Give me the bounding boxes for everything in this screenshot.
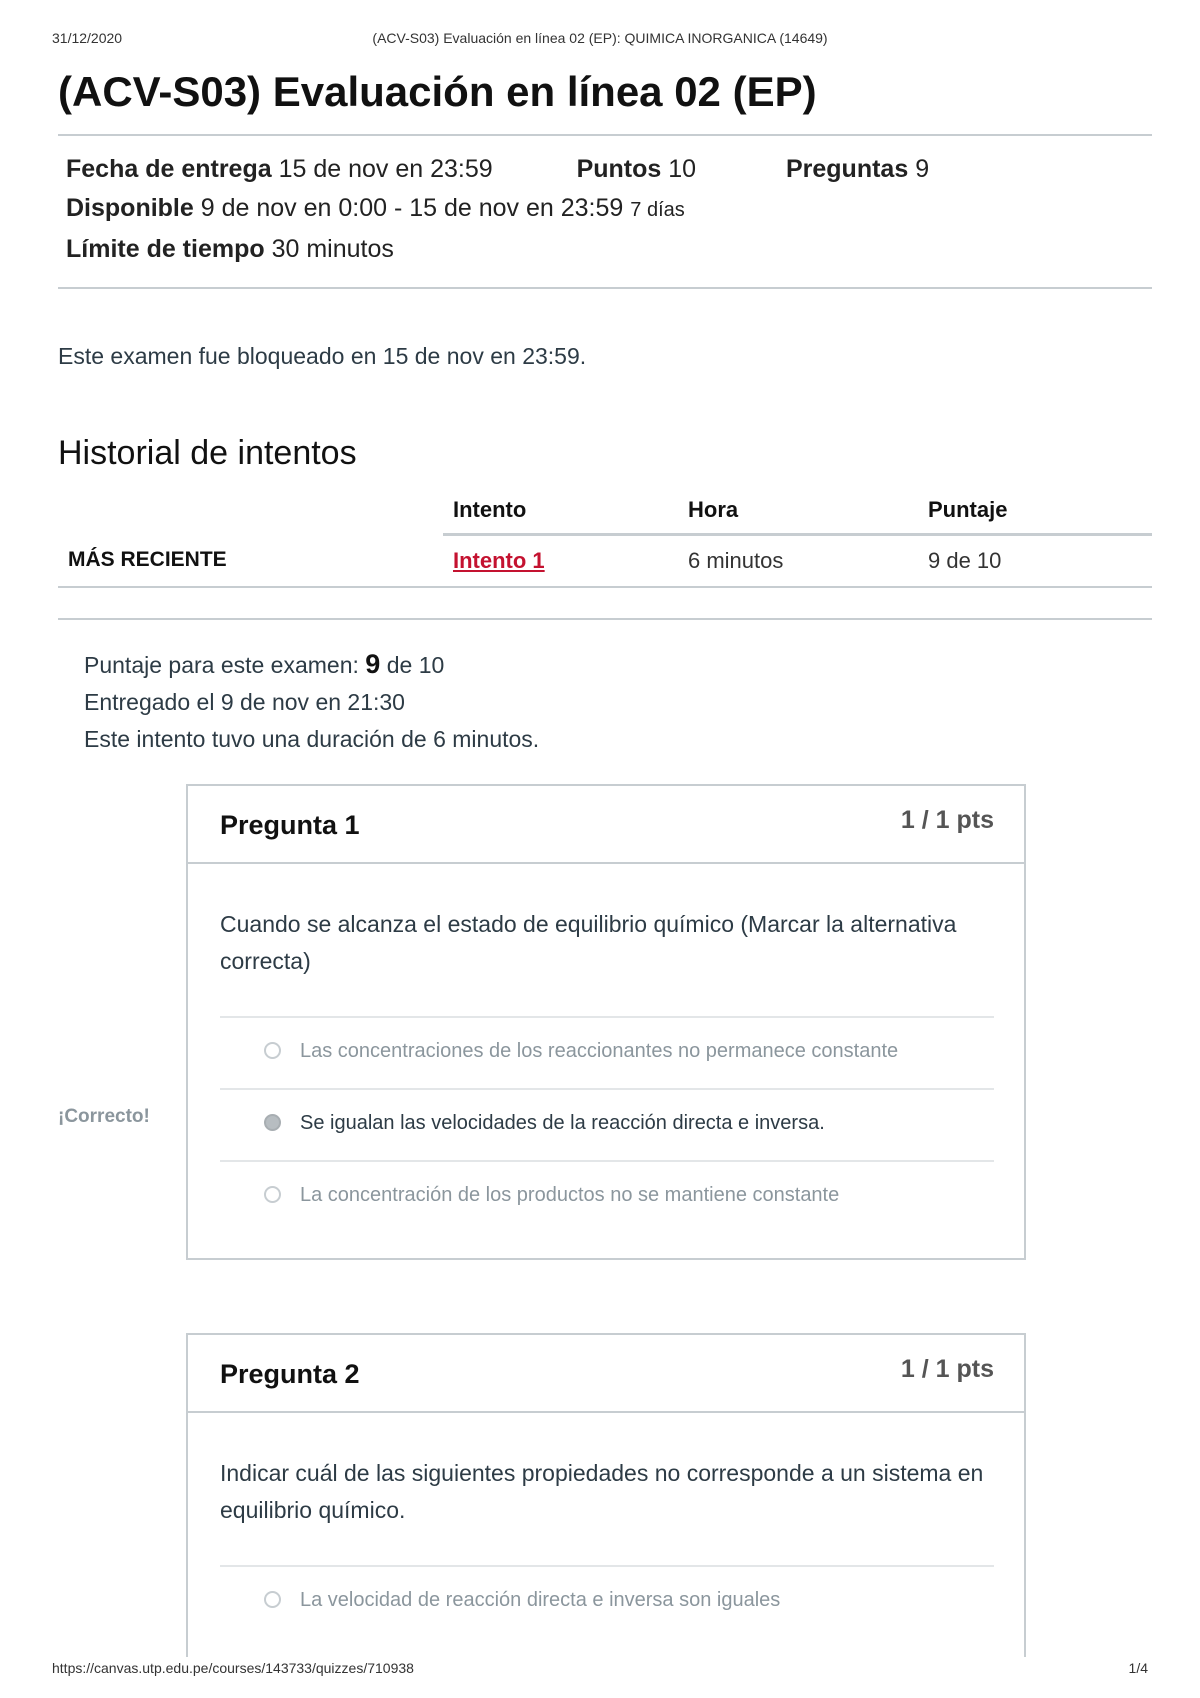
questions-label: Preguntas [785,155,909,183]
question-title: Pregunta 2 [220,1359,360,1389]
score-value: 9 [365,649,381,679]
due-label: Fecha de entrega [66,155,272,183]
history-title: Historial de intentos [58,434,357,472]
row-score: 9 de 10 [918,535,1152,588]
row-attempt-cell [443,535,678,588]
divider [58,618,1152,620]
question-points: 1 / 1 pts [900,1355,994,1383]
question-text: Indicar cuál de las siguientes propiedades no corresponde a un sistema en equilibrio químico. [220,1460,984,1523]
radio-icon[interactable] [264,1186,281,1203]
due-value: 15 de nov en 23:59 [278,155,493,183]
table-header-time: Hora [678,497,918,535]
print-page-number: 1/4 [1128,1660,1148,1676]
answer-text: Se igualan las velocidades de la reacción directa e inversa. [300,1112,825,1134]
time-limit-value: 30 minutos [271,235,394,263]
quiz-details [58,136,1152,287]
radio-selected-icon[interactable] [264,1114,281,1131]
question-card-1 [186,784,1026,1260]
attempt-summary [84,646,1152,758]
question-card-2 [186,1333,1026,1657]
available-days: 7 días [630,199,685,221]
time-limit-label: Límite de tiempo [66,235,265,263]
divider [58,287,1152,289]
question-text: Cuando se alcanza el estado de equilibrio químico (Marcar la alternativa correcta) [220,911,957,974]
main-content [58,62,1152,758]
question-points: 1 / 1 pts [900,806,994,834]
answer-option[interactable] [220,1160,994,1232]
row-label: MÁS RECIENTE [58,535,443,588]
correct-label: ¡Correcto! [58,1106,150,1127]
available-label: Disponible [66,194,194,222]
answer-list [220,1565,994,1637]
page-title: (ACV-S03) Evaluación en línea 02 (EP) [58,68,817,115]
locked-message: Este examen fue bloqueado en 15 de nov en 23:59. [58,343,587,369]
answer-option[interactable] [220,1565,994,1637]
print-date: 31/12/2020 [52,30,123,46]
table-header-row [58,497,1152,535]
answer-option[interactable] [220,1016,994,1088]
attempt-link[interactable]: Intento 1 [453,548,545,573]
print-doc-title: (ACV-S03) Evaluación en línea 02 (EP): QUIMICA INORGANICA (14649) [372,30,828,46]
attempt-history-table [58,497,1152,588]
print-url: https://canvas.utp.edu.pe/courses/143733/quizzes/710938 [52,1660,414,1676]
points-value: 10 [668,155,697,183]
table-header-empty [58,497,443,535]
score-prefix: Puntaje para este examen: [84,652,359,678]
score-suffix: de 10 [386,652,445,678]
points-label: Puntos [576,155,662,183]
details-row-1 [66,150,1144,189]
table-row [58,535,1152,588]
available-value: 9 de nov en 0:00 - 15 de nov en 23:59 [200,194,624,222]
answer-text: La velocidad de reacción directa e inversa son iguales [300,1589,781,1611]
correct-marker [184,1095,186,1139]
answer-list [220,1016,994,1258]
duration-line: Este intento tuvo una duración de 6 minutos. [84,726,540,752]
answer-text: Las concentraciones de los reaccionantes no permanece constante [300,1040,899,1062]
details-row-3 [66,230,1144,269]
print-header [52,30,1148,48]
radio-icon[interactable] [264,1591,281,1608]
score-line [84,646,1152,684]
questions-value: 9 [915,155,930,183]
answer-text: La concentración de los productos no se mantiene constante [300,1184,840,1206]
question-header [188,786,1024,864]
table-header-attempt: Intento [443,497,678,535]
details-row-2 [66,189,1144,230]
question-header [188,1335,1024,1413]
question-title: Pregunta 1 [220,810,360,840]
radio-icon[interactable] [264,1042,281,1059]
answer-option-selected[interactable] [220,1088,994,1160]
print-footer [52,1660,1148,1678]
row-time: 6 minutos [678,535,918,588]
submitted-line: Entregado el 9 de nov en 21:30 [84,689,405,715]
table-header-score: Puntaje [918,497,1152,535]
